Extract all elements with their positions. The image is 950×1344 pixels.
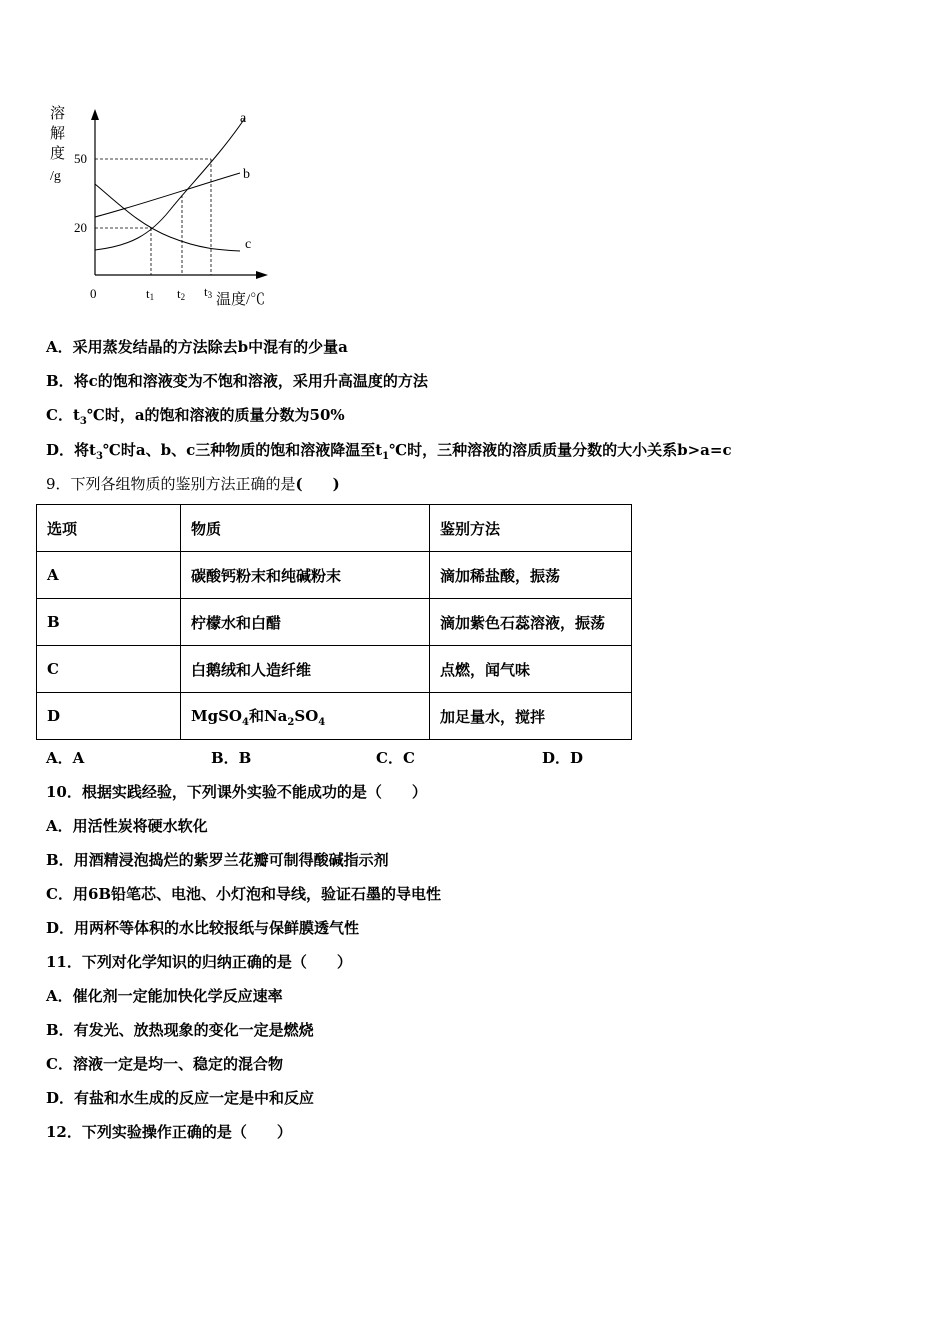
y-axis-label-char: 度	[50, 146, 66, 162]
header-cell: 选项	[37, 505, 181, 552]
header-cell: 鉴别方法	[430, 505, 632, 552]
x-tick-label: t3	[204, 284, 213, 300]
answer-paren: ( )	[295, 475, 340, 493]
formula-part: 和Na	[248, 706, 288, 725]
subscript: 4	[242, 716, 249, 728]
q10-option-c: C．用6B铅笔芯、电池、小灯泡和导线，验证石墨的导电性	[46, 885, 442, 903]
table-cell: B	[37, 599, 181, 646]
table-cell: 滴加稀盐酸，振荡	[430, 552, 632, 599]
x-tick-label: t1	[146, 286, 155, 302]
table-row	[37, 693, 632, 740]
curve-a	[95, 118, 245, 250]
subscript: 1	[382, 451, 390, 462]
y-tick-label: 50	[74, 151, 87, 166]
stem-text: 9．下列各组物质的鉴别方法正确的是	[46, 475, 296, 493]
q11-option-a: A．催化剂一定能加快化学反应速率	[46, 987, 283, 1005]
series-label-a: a	[240, 111, 247, 126]
q10-option-b: B．用酒精浸泡捣烂的紫罗兰花瓣可制得酸碱指示剂	[46, 851, 389, 869]
formula-part: MgSO	[191, 706, 242, 725]
q10-stem: 10．根据实践经验，下列课外实验不能成功的是（ ）	[46, 783, 427, 801]
table-cell: 滴加紫色石蕊溶液，振荡	[430, 599, 632, 646]
table-cell: 碳酸钙粉末和纯碱粉末	[181, 552, 430, 599]
y-axis-arrow	[91, 109, 99, 120]
q9-choice-b: B．B	[211, 749, 252, 767]
y-tick-label: 20	[74, 220, 87, 235]
q11-option-d: D．有盐和水生成的反应一定是中和反应	[46, 1089, 315, 1107]
q10-option-d: D．用两杯等体积的水比较报纸与保鲜膜透气性	[46, 919, 360, 937]
q9-table	[36, 504, 632, 740]
text-part: ℃时，三种溶液的溶质质量分数的大小关系b>a=c	[389, 441, 732, 459]
x-axis-label: 温度/℃	[216, 292, 266, 308]
table-cell	[181, 693, 430, 740]
q8-option-c	[46, 404, 345, 427]
q8-option-d	[46, 439, 732, 462]
subscript: 3	[79, 416, 87, 427]
table-cell: 白鹅绒和人造纤维	[181, 646, 430, 693]
curve-b	[95, 173, 240, 217]
q8-option-a: A．采用蒸发结晶的方法除去b中混有的少量a	[46, 338, 348, 356]
x-tick-label: t2	[177, 286, 186, 302]
q9-choice-d: D．D	[542, 749, 584, 767]
q9-choice-a: A．A	[46, 749, 85, 767]
table-cell: C	[37, 646, 181, 693]
q12-stem: 12．下列实验操作正确的是（ ）	[46, 1123, 292, 1141]
q11-option-c: C．溶液一定是均一、稳定的混合物	[46, 1055, 283, 1073]
table-cell: 点燃，闻气味	[430, 646, 632, 693]
y-axis-label-char: 溶	[50, 106, 66, 122]
x-axis-arrow	[256, 271, 268, 279]
table-cell: 柠檬水和白醋	[181, 599, 430, 646]
table-row	[37, 646, 632, 693]
table-row	[37, 599, 632, 646]
q11-option-b: B．有发光、放热现象的变化一定是燃烧	[46, 1021, 314, 1039]
q10-option-a: A．用活性炭将硬水软化	[46, 817, 208, 835]
subscript: 4	[318, 716, 326, 728]
q9-choice-c: C．C	[376, 749, 415, 767]
series-label-b: b	[243, 167, 250, 182]
origin-label: 0	[90, 286, 97, 301]
y-axis-label-char: /g	[50, 169, 61, 184]
text-part: C．t	[46, 406, 80, 424]
header-cell: 物质	[181, 505, 430, 552]
table-row	[37, 552, 632, 599]
q11-stem: 11．下列对化学知识的归纳正确的是（ ）	[46, 953, 352, 971]
y-axis-label-char: 解	[50, 126, 66, 142]
table-header-row	[37, 505, 632, 552]
subscript: 2	[287, 716, 295, 728]
subscript: 3	[95, 451, 103, 462]
solubility-chart	[40, 100, 280, 310]
curve-c	[95, 184, 240, 251]
series-label-c: c	[245, 237, 252, 252]
q9-stem	[46, 473, 340, 494]
table-cell: D	[37, 693, 181, 740]
text-part: ℃时a、b、c三种物质的饱和溶液降温至t	[102, 441, 383, 459]
text-part: D．将t	[46, 441, 96, 459]
q8-option-b: B．将c的饱和溶液变为不饱和溶液，采用升高温度的方法	[46, 372, 428, 390]
text-part: ℃时，a的饱和溶液的质量分数为50%	[86, 406, 345, 424]
formula-part: SO	[294, 706, 319, 725]
table-cell: A	[37, 552, 181, 599]
table-cell: 加足量水，搅拌	[430, 693, 632, 740]
